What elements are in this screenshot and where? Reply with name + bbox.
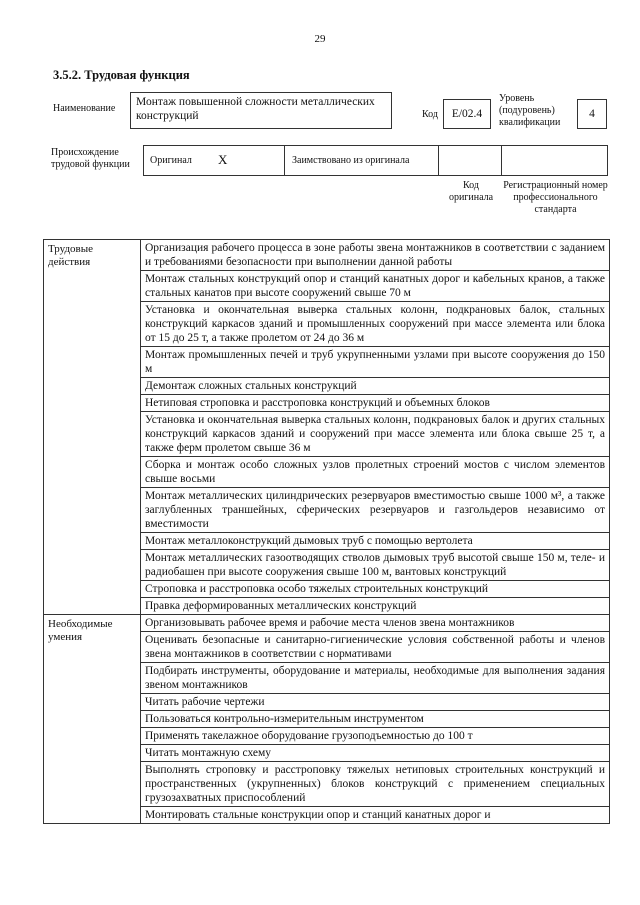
- level-label: Уровень (подуровень) квалификации: [499, 93, 561, 128]
- code-label: Код: [422, 109, 438, 120]
- section-category: Необходимые умения: [44, 615, 141, 824]
- list-item: Организовывать рабочее время и рабочие места членов звена монтажников: [141, 615, 610, 632]
- registration-caption: Регистрационный номер профессионального стандарта: [503, 180, 608, 215]
- list-item: Демонтаж сложных стальных конструкций: [141, 378, 610, 395]
- list-item: Установка и окончательная выверка стальных колонн, подкрановых балок, стальных конструкций каркасов зданий и промышленных сооружений при массе элемента или блока от 15 до 25 т, а также пролетом от 24 до 36 м: [141, 302, 610, 347]
- list-item: Монтаж металлических цилиндрических резервуаров вместимостью свыше 1000 м³, а также заглубленных траншейных, сферических резервуаров и газгольдеров независимо от вместимости: [141, 488, 610, 533]
- origin-divider: [438, 146, 439, 175]
- origin-divider: [501, 146, 502, 175]
- function-name-value: Монтаж повышенной сложности металлических конструкций: [136, 96, 375, 122]
- list-item: Читать монтажную схему: [141, 745, 610, 762]
- list-item: Сборка и монтаж особо сложных узлов пролетных строений мостов с числом элементов свыше восьми: [141, 457, 610, 488]
- list-item: Оценивать безопасные и санитарно-гигиенические условия собственной работы и членов звена монтажников в соответствии с нормативами: [141, 632, 610, 663]
- list-item: Монтаж стальных конструкций опор и станций канатных дорог и кабельных кранов, а также стальных канатов при высоте сооружений свыше 70 м: [141, 271, 610, 302]
- name-label: Наименование: [53, 103, 116, 114]
- origin-label: Происхождение трудовой функции: [51, 147, 130, 170]
- list-item: Пользоваться контрольно-измерительным инструментом: [141, 711, 610, 728]
- list-item: Монтаж металлоконструкций дымовых труб с помощью вертолета: [141, 533, 610, 550]
- list-item: Выполнять строповку и расстроповку тяжелых нетиповых строительных конструкций и пространственных (укрупненных) блоков конструкций с применением специальных грузозахватных приспособлений: [141, 762, 610, 807]
- list-item: Строповка и расстроповка особо тяжелых строительных конструкций: [141, 581, 610, 598]
- list-item: Читать рабочие чертежи: [141, 694, 610, 711]
- table-row: [44, 240, 610, 271]
- function-name-field: [130, 92, 392, 129]
- function-details-table: [43, 239, 610, 824]
- list-item: Монтаж металлических газоотводящих стволов дымовых труб высотой свыше 150 м, теле- и радиобашен при высоте сооружения свыше 100 м, вантовых конструкций: [141, 550, 610, 581]
- list-item: Монтировать стальные конструкции опор и станций канатных дорог и: [141, 807, 610, 824]
- code-field: [443, 99, 491, 129]
- section-title: 3.5.2. Трудовая функция: [53, 68, 190, 82]
- level-value: 4: [589, 108, 595, 120]
- code-value: E/02.4: [451, 108, 483, 120]
- list-item: Правка деформированных металлических конструкций: [141, 598, 610, 615]
- original-mark: X: [218, 152, 228, 167]
- list-item: Нетиповая строповка и расстроповка конструкций и объемных блоков: [141, 395, 610, 412]
- list-item: Подбирать инструменты, оборудование и материалы, необходимые для выполнения задания звеном монтажников: [141, 663, 610, 694]
- code-original-caption: Код оригинала: [448, 180, 494, 203]
- section-category: Трудовые действия: [44, 240, 141, 615]
- original-label: Оригинал: [150, 155, 192, 166]
- table-row: [44, 615, 610, 632]
- list-item: Установка и окончательная выверка стальных колонн, подкрановых балок и других стальных конструкций каркасов зданий и сооружений при массе элемента или блока свыше 25 т, а также ферм пролетом свыше 36 м: [141, 412, 610, 457]
- borrowed-label: Заимствовано из оригинала: [292, 155, 410, 166]
- level-field: [577, 99, 607, 129]
- list-item: Монтаж промышленных печей и труб укрупненными узлами при высоте сооружения до 150 м: [141, 347, 610, 378]
- list-item: Организация рабочего процесса в зоне работы звена монтажников в соответствии с заданием и требованиями безопасности при выполнении данной работы: [141, 240, 610, 271]
- page-number: 29: [314, 33, 326, 45]
- origin-divider: [284, 146, 285, 175]
- list-item: Применять такелажное оборудование грузоподъемностью до 100 т: [141, 728, 610, 745]
- origin-row: [143, 145, 608, 176]
